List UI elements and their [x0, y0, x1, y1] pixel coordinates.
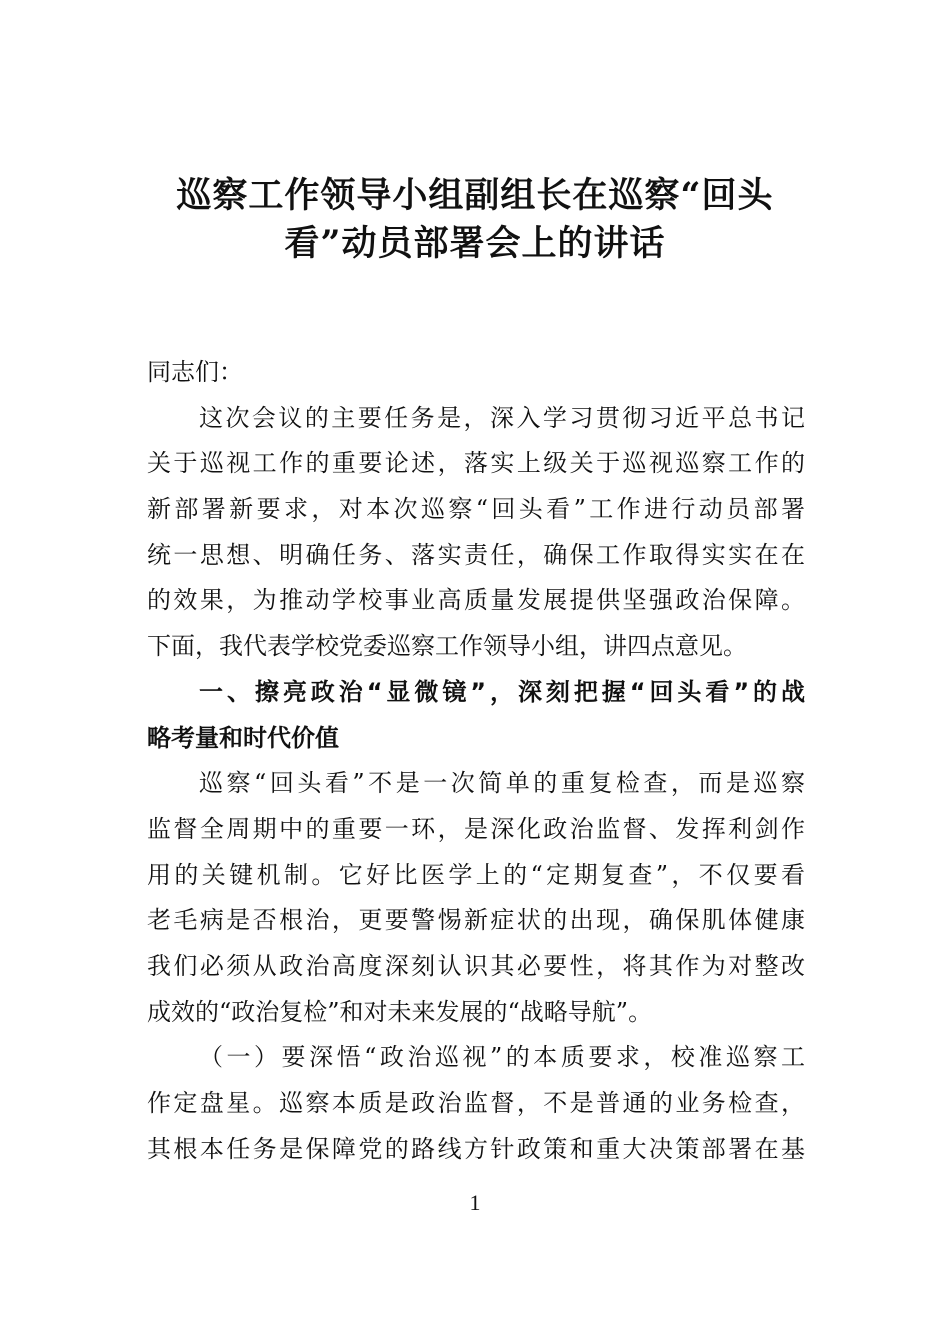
- text-line: 监督全周期中的重要一环，是深化政治监督、发挥利剑作: [147, 814, 805, 843]
- text-line: 新部署新要求，对本次巡察“回头看”工作进行动员部署: [147, 495, 805, 524]
- text-line: 其根本任务是保障党的路线方针政策和重大决策部署在基: [147, 1134, 805, 1163]
- text-line: 统一思想、明确任务、落实责任，确保工作取得实实在在: [147, 540, 805, 569]
- paragraph: [147, 1035, 805, 1172]
- section-heading: [147, 670, 805, 761]
- text-line: 下面，我代表学校党委巡察工作领导小组，讲四点意见。: [147, 632, 747, 661]
- text-line: 我们必须从政治高度深刻认识其必要性，将其作为对整改: [147, 951, 805, 980]
- salutation: [147, 350, 805, 396]
- text-line: （一）要深悟“政治巡视”的本质要求，校准巡察工: [199, 1043, 805, 1072]
- text-line: 同志们：: [147, 358, 243, 386]
- text-line: 略考量和时代价值: [147, 723, 339, 752]
- text-line: 老毛病是否根治，更要警惕新症状的出现，确保肌体健康: [147, 906, 805, 935]
- text-line: 成效的“政治复检”和对未来发展的“战略导航”。: [147, 997, 653, 1026]
- text-line: 一、擦亮政治“显微镜”，深刻把握“回头看”的战: [199, 677, 805, 706]
- document-title-line-2: 看”动员部署会上的讲话: [284, 223, 666, 264]
- document-body: [147, 350, 805, 1172]
- text-line: 用的关键机制。它好比医学上的“定期复查”，不仅要看: [147, 860, 805, 889]
- text-line: 的效果，为推动学校事业高质量发展提供坚强政治保障。: [147, 586, 805, 615]
- text-line: 这次会议的主要任务是，深入学习贯彻习近平总书记: [199, 403, 805, 432]
- text-line: 关于巡视工作的重要论述，落实上级关于巡视巡察工作的: [147, 449, 805, 478]
- text-line: 作定盘星。巡察本质是政治监督，不是普通的业务检查，: [147, 1089, 805, 1117]
- text-line: 巡察“回头看”不是一次简单的重复检查，而是巡察: [199, 769, 805, 798]
- page-number: 1: [469, 1190, 481, 1215]
- document-title-line-1: 巡察工作领导小组副组长在巡察“回头: [176, 175, 774, 216]
- paragraph: [147, 396, 805, 670]
- paragraph: [147, 761, 805, 1035]
